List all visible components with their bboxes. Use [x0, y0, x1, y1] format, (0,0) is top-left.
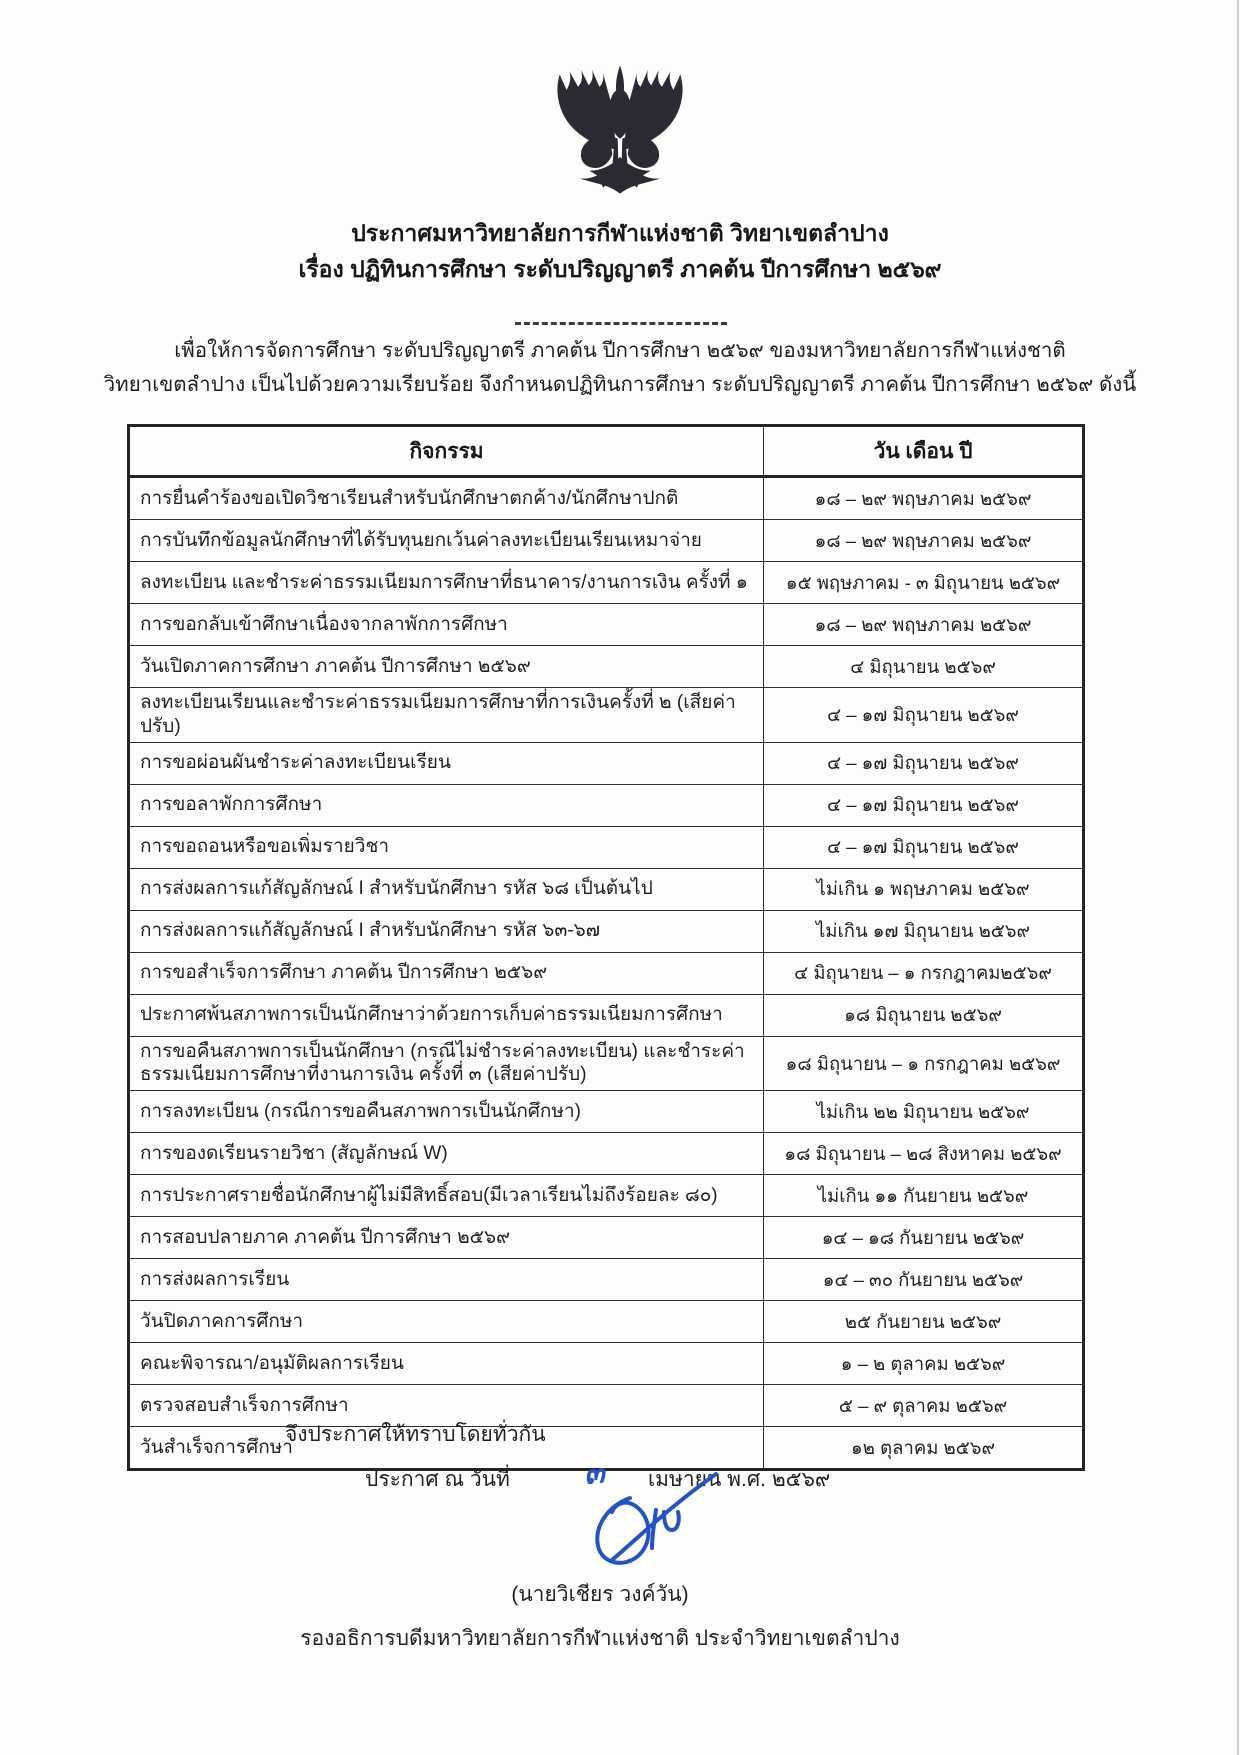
date-cell: ๔ – ๑๗ มิถุนายน ๒๕๖๙	[764, 742, 1084, 784]
scan-edge-artifact	[1237, 0, 1239, 1755]
activity-cell: การประกาศรายชื่อนักศึกษาผู้ไม่มีสิทธิ์สอบ(มีเวลาเรียนไม่ถึงร้อยละ ๘๐)	[129, 1175, 764, 1217]
activity-cell: วันเปิดภาคการศึกษา ภาคต้น ปีการศึกษา ๒๕๖๙	[129, 646, 764, 688]
activity-cell: คณะพิจารณา/อนุมัติผลการเรียน	[129, 1343, 764, 1385]
date-cell: ไม่เกิน ๑๗ มิถุนายน ๒๕๖๙	[764, 910, 1084, 952]
activity-cell: การขอลาพักการศึกษา	[129, 784, 764, 826]
date-cell: ๑๔ – ๑๘ กันยายน ๒๕๖๙	[764, 1217, 1084, 1259]
date-cell: ๑๕ พฤษภาคม - ๓ มิถุนายน ๒๕๖๙	[764, 562, 1084, 604]
table-row	[129, 952, 1084, 994]
handwritten-day: ๓	[582, 1456, 607, 1491]
date-cell: ไม่เกิน ๑ พฤษภาคม ๒๕๖๙	[764, 868, 1084, 910]
date-cell: ๔ – ๑๗ มิถุนายน ๒๕๖๙	[764, 826, 1084, 868]
table-row	[129, 1385, 1084, 1427]
table-row	[129, 784, 1084, 826]
garuda-emblem-icon	[536, 48, 704, 213]
date-cell: ๑๘ – ๒๙ พฤษภาคม ๒๕๖๙	[764, 604, 1084, 646]
table-row	[129, 910, 1084, 952]
table-row	[129, 1036, 1084, 1091]
date-cell: ๒๕ กันยายน ๒๕๖๙	[764, 1301, 1084, 1343]
table-row	[129, 1133, 1084, 1175]
table-row	[129, 1427, 1084, 1470]
table-row	[129, 520, 1084, 562]
date-cell: ๑๒ ตุลาคม ๒๕๖๙	[764, 1427, 1084, 1470]
table-row	[129, 1301, 1084, 1343]
activity-cell: ลงทะเบียน และชำระค่าธรรมเนียมการศึกษาที่ธนาคาร/งานการเงิน ครั้งที่ ๑	[129, 562, 764, 604]
date-cell: ไม่เกิน ๑๑ กันยายน ๒๕๖๙	[764, 1175, 1084, 1217]
announcement-title: ประกาศมหาวิทยาลัยการกีฬาแห่งชาติ วิทยาเขตลำปาง	[351, 220, 889, 246]
table-row	[129, 688, 1084, 743]
signature-stroke	[568, 1468, 728, 1585]
activity-cell: การขอกลับเข้าศึกษาเนื่องจากลาพักการศึกษา	[129, 604, 764, 646]
activity-cell: การขอผ่อนผันชำระค่าลงทะเบียนเรียน	[129, 742, 764, 784]
activity-header-cell: กิจกรรม	[129, 426, 764, 477]
intro-paragraph-line-1: เพื่อให้การจัดการศึกษา ระดับปริญญาตรี ภาคต้น ปีการศึกษา ๒๕๖๙ ของมหาวิทยาลัยการกีฬาแห่งชาติ	[174, 339, 1066, 362]
activity-cell: การส่งผลการเรียน	[129, 1259, 764, 1301]
activity-cell: การขอสำเร็จการศึกษา ภาคต้น ปีการศึกษา ๒๕๖๙	[129, 952, 764, 994]
table-row	[129, 868, 1084, 910]
date-cell: ๔ มิถุนายน – ๑ กรกฎาคม๒๕๖๙	[764, 952, 1084, 994]
activity-cell: การบันทึกข้อมูลนักศึกษาที่ได้รับทุนยกเว้นค่าลงทะเบียนเรียนเหมาจ่าย	[129, 520, 764, 562]
date-cell: ๑๘ มิถุนายน – ๒๘ สิงหาคม ๒๕๖๙	[764, 1133, 1084, 1175]
date-cell: ๕ – ๙ ตุลาคม ๒๕๖๙	[764, 1385, 1084, 1427]
table-header-row	[129, 426, 1084, 477]
signer-title: รองอธิการบดีมหาวิทยาลัยการกีฬาแห่งชาติ ประจำวิทยาเขตลำปาง	[300, 1627, 900, 1650]
announcement-date-prefix: ประกาศ ณ วันที่	[365, 1468, 510, 1491]
table-row	[129, 1259, 1084, 1301]
announcement-date-suffix: เมษายน พ.ศ. ๒๕๖๙	[648, 1468, 831, 1491]
date-header-cell: วัน เดือน ปี	[764, 426, 1084, 477]
closing-statement: จึงประกาศให้ทราบโดยทั่วกัน	[285, 1423, 546, 1446]
activity-cell: การส่งผลการแก้สัญลักษณ์ I สำหรับนักศึกษา รหัส ๖๘ เป็นต้นไป	[129, 868, 764, 910]
activity-cell: การยื่นคำร้องขอเปิดวิชาเรียนสำหรับนักศึกษาตกค้าง/นักศึกษาปกติ	[129, 477, 764, 520]
date-cell: ไม่เกิน ๒๒ มิถุนายน ๒๕๖๙	[764, 1091, 1084, 1133]
table-row	[129, 646, 1084, 688]
date-cell: ๑๔ – ๓๐ กันยายน ๒๕๖๙	[764, 1259, 1084, 1301]
table-row	[129, 826, 1084, 868]
activity-cell: วันสำเร็จการศึกษา	[129, 1427, 764, 1470]
date-cell: ๑๘ – ๒๙ พฤษภาคม ๒๕๖๙	[764, 477, 1084, 520]
activity-cell: ตรวจสอบสำเร็จการศึกษา	[129, 1385, 764, 1427]
date-cell: ๔ – ๑๗ มิถุนายน ๒๕๖๙	[764, 784, 1084, 826]
date-cell: ๑๘ มิถุนายน ๒๕๖๙	[764, 994, 1084, 1036]
date-cell: ๔ – ๑๗ มิถุนายน ๒๕๖๙	[764, 688, 1084, 743]
activity-cell: การสอบปลายภาค ภาคต้น ปีการศึกษา ๒๕๖๙	[129, 1217, 764, 1259]
activity-cell: การส่งผลการแก้สัญลักษณ์ I สำหรับนักศึกษา รหัส ๖๓-๖๗	[129, 910, 764, 952]
table-row	[129, 994, 1084, 1036]
date-cell: ๑ – ๒ ตุลาคม ๒๕๖๙	[764, 1343, 1084, 1385]
date-cell: ๔ มิถุนายน ๒๕๖๙	[764, 646, 1084, 688]
date-cell: ๑๘ – ๒๙ พฤษภาคม ๒๕๖๙	[764, 520, 1084, 562]
table-row	[129, 1175, 1084, 1217]
activity-cell: ลงทะเบียนเรียนและชำระค่าธรรมเนียมการศึกษาที่การเงินครั้งที่ ๒ (เสียค่าปรับ)	[129, 688, 764, 743]
activity-cell: การของดเรียนรายวิชา (สัญลักษณ์ W)	[129, 1133, 764, 1175]
table-row	[129, 1343, 1084, 1385]
separator-line	[515, 322, 727, 325]
table-row	[129, 477, 1084, 520]
intro-paragraph-line-2: วิทยาเขตลำปาง เป็นไปด้วยความเรียบร้อย จึงกำหนดปฏิทินการศึกษา ระดับปริญญาตรี ภาคต้น ปีการศึกษา ๒๕๖๙ ดังนี้	[103, 373, 1137, 396]
activity-cell: ประกาศพ้นสภาพการเป็นนักศึกษาว่าด้วยการเก็บค่าธรรมเนียมการศึกษา	[129, 994, 764, 1036]
activity-cell: การลงทะเบียน (กรณีการขอคืนสภาพการเป็นนักศึกษา)	[129, 1091, 764, 1133]
activity-cell: การขอถอนหรือขอเพิ่มรายวิชา	[129, 826, 764, 868]
activity-cell: วันปิดภาคการศึกษา	[129, 1301, 764, 1343]
table-row	[129, 604, 1084, 646]
table-row	[129, 1217, 1084, 1259]
signer-name: (นายวิเชียร วงค์วัน)	[511, 1583, 689, 1606]
table-row	[129, 742, 1084, 784]
table-row	[129, 562, 1084, 604]
activity-cell: การขอคืนสภาพการเป็นนักศึกษา (กรณีไม่ชำระค่าลงทะเบียน) และชำระค่าธรรมเนียมการศึกษาที่งานการเงิน ครั้งที่ ๓ (เสียค่าปรับ)	[129, 1036, 764, 1091]
date-cell: ๑๘ มิถุนายน – ๑ กรกฎาคม ๒๕๖๙	[764, 1036, 1084, 1091]
academic-calendar-table	[127, 424, 1085, 1471]
table-row	[129, 1091, 1084, 1133]
subject-line: เรื่อง ปฏิทินการศึกษา ระดับปริญญาตรี ภาคต้น ปีการศึกษา ๒๕๖๙	[298, 256, 942, 282]
